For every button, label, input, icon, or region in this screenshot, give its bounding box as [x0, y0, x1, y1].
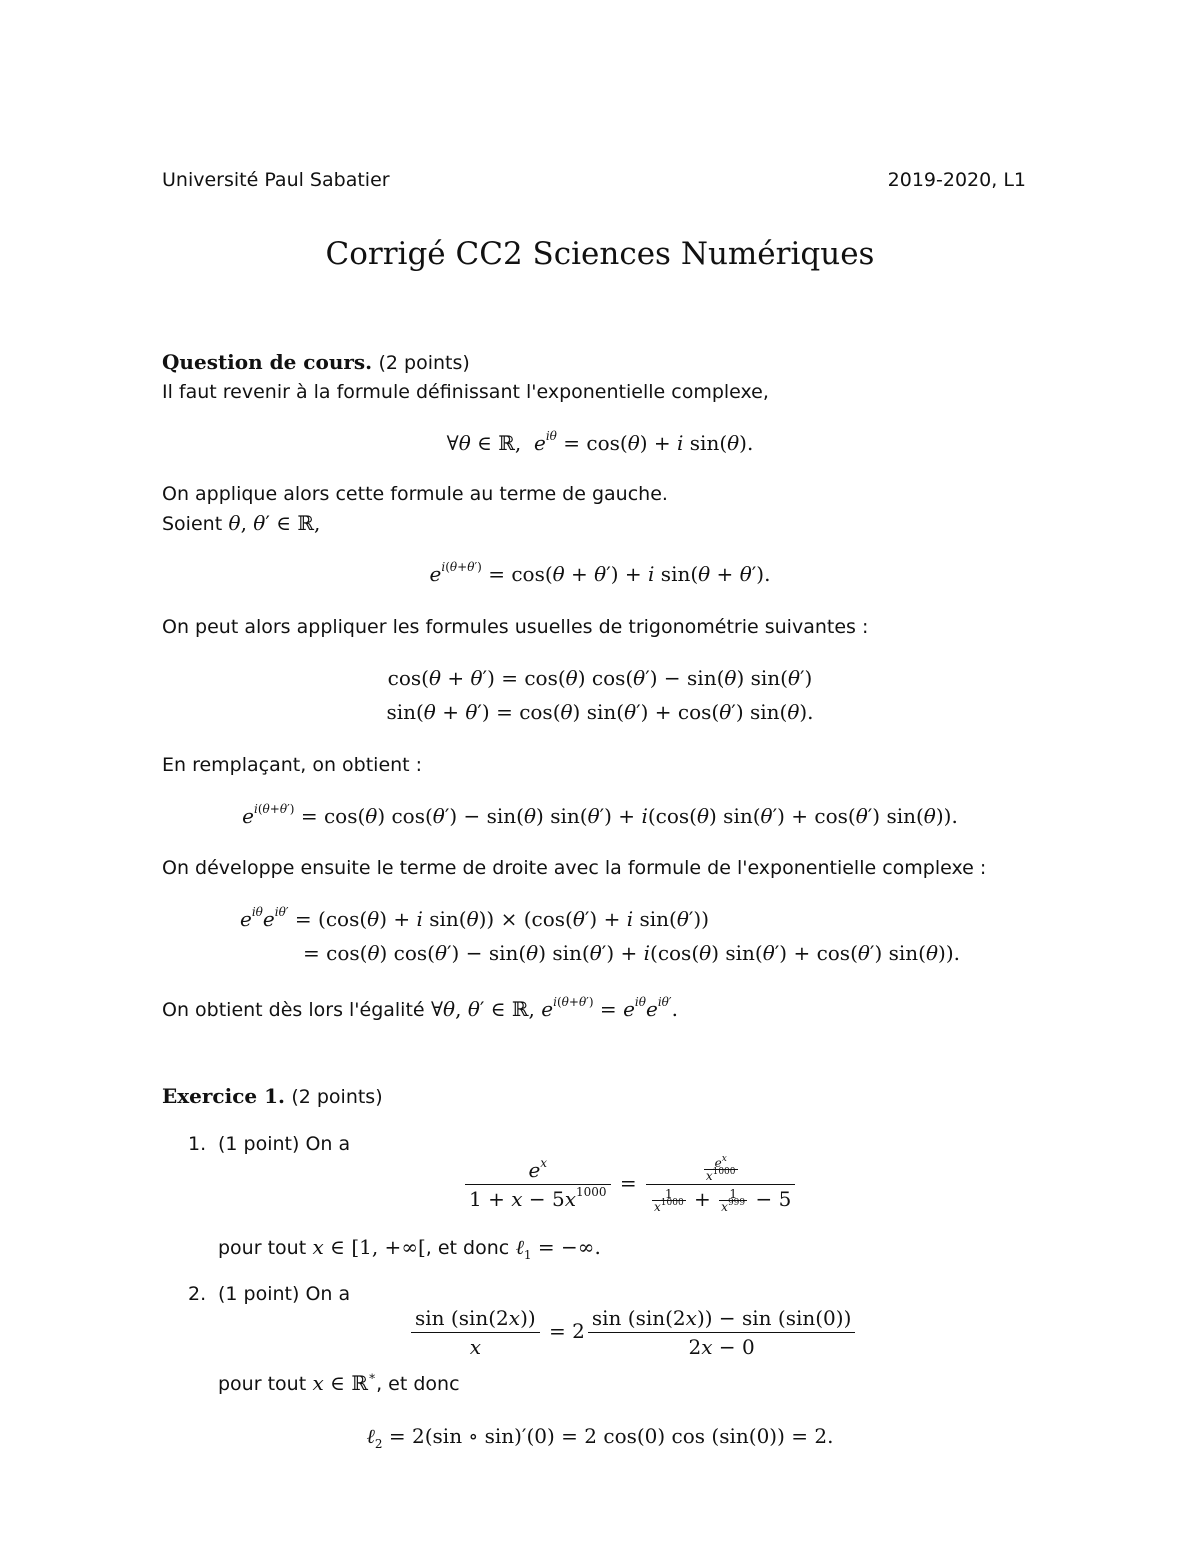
- item1-label: 1.: [188, 1133, 207, 1155]
- question-intro: Il faut revenir à la formule définissant l'exponentielle complexe,: [162, 381, 769, 403]
- formula-replaced: $e^{i(\theta+\theta')} = \cos(\theta) \cos(\theta') - \sin(\theta) \sin(\theta') + i(\cos(\theta) \sin(\theta') + \cos(\theta')$ sin(θ)).: [242, 802, 958, 828]
- fraction-1b: $\frac{e^x}{x^{1000}}$ $\frac{1}{x^{1000}}$ + $\frac{1}{x^{999}}$ − 5: [646, 1156, 795, 1213]
- question-conclusion-line: [162, 997, 678, 1022]
- university-name: Université Paul Sabatier: [162, 169, 390, 191]
- exercise1-heading: Exercice 1.: [162, 1084, 285, 1108]
- page-title: Corrigé CC2 Sciences Numériques: [325, 236, 875, 272]
- item1-after2: , et donc: [425, 1237, 510, 1259]
- item2-after-line: [218, 1371, 460, 1396]
- exercise1-heading-line: [162, 1084, 383, 1109]
- formula-domain-2: x ∈ ℝ∗: [312, 1369, 377, 1395]
- question-soient: Soient: [162, 513, 223, 535]
- question-points: (2 points): [378, 352, 470, 374]
- question-apply: On applique alors cette formule au terme de gauche.: [162, 483, 668, 505]
- item1-text: (1 point) On a: [218, 1133, 351, 1155]
- academic-year: 2019-2020, L1: [887, 169, 1026, 191]
- exercise1-points: (2 points): [291, 1086, 383, 1108]
- fraction-1a: $\frac{e^x}{1 + x - 5x^{1000}}$: [465, 1158, 611, 1211]
- question-heading-line: [162, 350, 470, 375]
- formula-limit-1: $\frac{e^x}{1 + x - 5x^{1000}}$ = $\frac{e^x}{x^{1000}}$ $\frac{1}{x^{1000}}$ + $\frac{1}{x^{999}}$ − 5: [462, 1156, 798, 1213]
- question-replacing: En remplaçant, on obtient :: [162, 754, 423, 776]
- formula-left-term: $e^{i(\theta+\theta')} = \cos(\theta + \theta') + i$ sin(θ + θ′).: [429, 560, 771, 586]
- formula-conclusion: ∀θ, θ′ ∈ ℝ, $e^{i(\theta+\theta')} = e^{i\theta}e^{i\theta'}$.: [430, 995, 678, 1021]
- formula-euler: ∀θ ∈ ℝ, $e^{i\theta} = \cos(\theta) + i$ sin(θ).: [446, 429, 754, 455]
- item1-after-line: [218, 1235, 601, 1260]
- formula-l1: ℓ$_1$ = −∞.: [515, 1235, 601, 1262]
- formula-sin-sum: sin(θ + θ′) = cos(θ) sin(θ′) + cos(θ′) sin(θ).: [386, 700, 814, 724]
- question-conclusion: On obtient dès lors l'égalité: [162, 999, 425, 1021]
- formula-develop-1: $e^{i\theta}e^{i\theta'} = (\cos(\theta) + i$ sin(θ)) × (cos(θ′) + i sin(θ′)): [240, 905, 710, 931]
- formula-develop-2: = cos(θ) cos(θ′) − sin(θ) sin(θ′) + i(cos(θ) sin(θ′) + cos(θ′) sin(θ)).: [303, 941, 960, 965]
- question-soient-line: [162, 511, 320, 536]
- question-heading: Question de cours.: [162, 350, 373, 374]
- question-develop: On développe ensuite le terme de droite avec la formule de l'exponentielle complexe :: [162, 857, 987, 879]
- question-trig-intro: On peut alors appliquer les formules usuelles de trigonométrie suivantes :: [162, 616, 869, 638]
- item2-text: (1 point) On a: [218, 1283, 351, 1305]
- formula-cos-sum: cos(θ + θ′) = cos(θ) cos(θ′) − sin(θ) sin(θ′): [387, 666, 813, 690]
- formula-limit-2: $\frac{\sin (\sin(2x))}{x}$ = 2 $\frac{\sin (\sin(2x)) - \sin (\sin(0))}{2x - 0}$: [408, 1306, 858, 1359]
- fraction-2b: $\frac{\sin (\sin(2x)) - \sin (\sin(0))}{2x - 0}$: [588, 1306, 856, 1359]
- formula-domain-1: x ∈ [1, +∞[: [312, 1235, 426, 1259]
- formula-soient: θ, θ′ ∈ ℝ,: [228, 511, 321, 535]
- item2-after: pour tout: [218, 1373, 307, 1395]
- item2-after2: , et donc: [376, 1373, 460, 1395]
- formula-l2: ℓ$_2$ = 2(sin ∘ sin)′(0) = 2 cos(0) cos (sin(0)) = 2.: [366, 1424, 834, 1451]
- item1-after: pour tout: [218, 1237, 307, 1259]
- item2-label: 2.: [188, 1283, 207, 1305]
- fraction-2a: $\frac{\sin (\sin(2x))}{x}$: [411, 1306, 540, 1359]
